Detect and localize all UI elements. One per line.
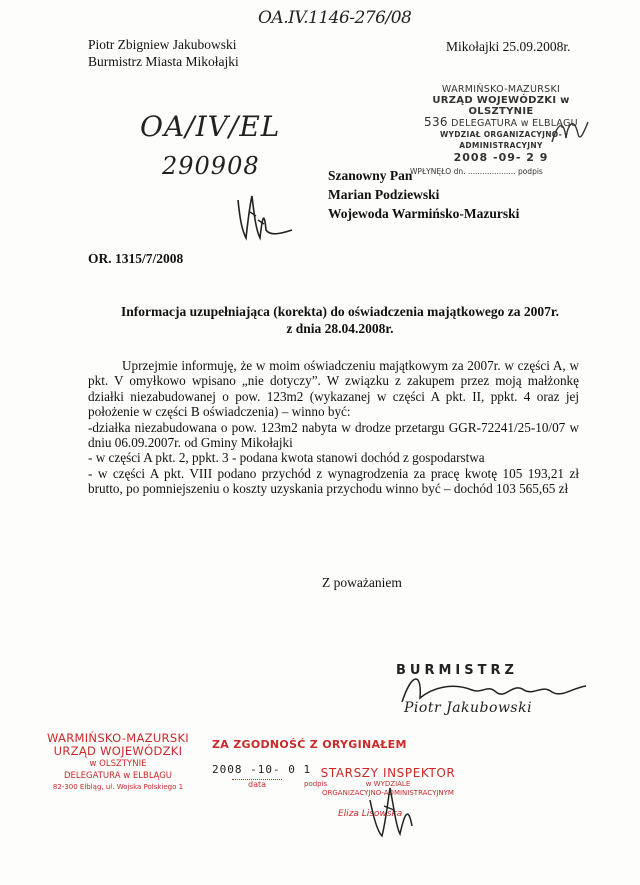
body-paragraph-2: -działka niezabudowana o pow. 123m2 nabyta w drodze przetargu GGR-72241/25-10/07 w dniu 06.09.2007r. od Gminy Mikołajki — [88, 419, 579, 451]
office-stamp-line1: WARMIŃSKO-MAZURSKI — [47, 731, 189, 745]
inspector-stamp-line3: ORGANIZACYJNO-ADMINISTRACYJNYM — [322, 789, 454, 797]
receipt-stamp-received-label: WPŁYNĘŁO dn. — [410, 167, 466, 176]
inspector-stamp-signature-label: podpis — [304, 780, 328, 788]
recipient-salutation: Szanowny Pan — [328, 168, 413, 183]
body-paragraph-4: - w części A pkt. VIII podano przychód z wynagrodzenia za pracę kwotę 105 193,21 zł brutto, po pomniejszeniu o koszty uzyskania przychodu winno być – dochód 103 565,65 zł — [88, 465, 579, 497]
receipt-stamp-line3: DELEGATURA w ELBLĄGU — [451, 118, 578, 129]
body-paragraph-3: - w części A pkt. 2, ppkt. 3 - podana kwota stanowi dochód z gospodarstwa — [88, 450, 485, 466]
receipt-stamp-line1: WARMIŃSKO-MAZURSKI — [441, 84, 561, 95]
inspector-stamp-title: STARSZY INSPEKTOR — [320, 766, 456, 780]
receipt-stamp-number: 536 — [424, 115, 448, 129]
inspector-stamp-name: Eliza Lisowska — [338, 809, 403, 819]
sender-block — [88, 36, 239, 70]
recipient-block — [328, 166, 519, 223]
office-stamp-line3: w OLSZTYNIE — [89, 759, 147, 769]
office-stamp-line4: DELEGATURA w ELBLĄGU — [63, 771, 173, 781]
recipient-name: Marian Podziewski — [328, 187, 440, 202]
handwritten-date-note: 290908 — [162, 152, 260, 180]
document-title-line2: z dnia 28.04.2008r. — [286, 321, 394, 336]
certification-date: 2008 -10- 0 1 — [212, 763, 312, 776]
receipt-stamp: WARMIŃSKO-MAZURSKI URZĄD WOJEWÓDZKI w OLSZTYNIE 536 DELEGATURA w ELBLĄGU WYDZIAŁ ORGANIZACYJNO-ADMINISTRACYJNY 2008 -09- 2 9 WPŁYNĘŁO dn. .................... podpis — [406, 84, 596, 154]
mayor-printed-name: Piotr Jakubowski — [404, 700, 533, 716]
place-date: Mikołajki 25.09.2008r. — [446, 39, 571, 54]
document-title — [60, 303, 620, 337]
receipt-stamp-signature-label: podpis — [517, 167, 543, 176]
receipt-stamp-date: 2008 -09- 2 9 — [453, 151, 549, 164]
body-paragraph-1: Uprzejmie informuję, że w moim oświadczeniu majątkowym za 2007r. w części A, w pkt. V omyłkowo wpisano „nie dotyczy”. W związku z zakupem przez moją małżonkę działki niezabudowanej o pow. 123m2 (wykazanej w części A pkt. II, ppkt. 4 oraz jej położenie w części B oświadczenia) – winno być: — [88, 358, 579, 420]
receipt-stamp-line4: WYDZIAŁ ORGANIZACYJNO-ADMINISTRACYJNY — [439, 130, 563, 150]
reference-number: OR. 1315/7/2008 — [88, 251, 184, 266]
sender-title: Burmistrz Miasta Mikołajki — [88, 54, 239, 69]
certification-date-label: data — [232, 779, 282, 789]
office-stamp-line2: URZĄD WOJEWÓDZKI — [53, 744, 183, 758]
inspector-stamp-line2: w WYDZIALE — [365, 780, 411, 788]
document-body — [88, 358, 579, 497]
handwritten-dept-note: OA/IV/EL — [140, 110, 281, 143]
receipt-stamp-signature — [550, 112, 590, 152]
document-title-line1: Informacja uzupełniająca (korekta) do oświadczenia majątkowego za 2007r. — [121, 304, 559, 319]
inspector-signature — [360, 780, 430, 840]
office-stamp-address: 82-300 Elbląg, ul. Wojska Polskiego 1 — [52, 783, 184, 791]
recipient-title: Wojewoda Warmińsko-Mazurski — [328, 206, 520, 221]
handwritten-reference: OA.IV.1146-276/08 — [258, 8, 412, 28]
mayor-stamp: BURMISTRZ — [396, 663, 518, 678]
sender-name: Piotr Zbigniew Jakubowski — [88, 37, 237, 52]
certification-stamp: ZA ZGODNOŚĆ Z ORYGINAŁEM — [212, 738, 407, 751]
receipt-stamp-line2: URZĄD WOJEWÓDZKI w OLSZTYNIE — [432, 95, 570, 117]
handwritten-initials — [230, 190, 300, 250]
office-stamp — [28, 732, 208, 792]
closing: Z poważaniem — [322, 575, 402, 590]
